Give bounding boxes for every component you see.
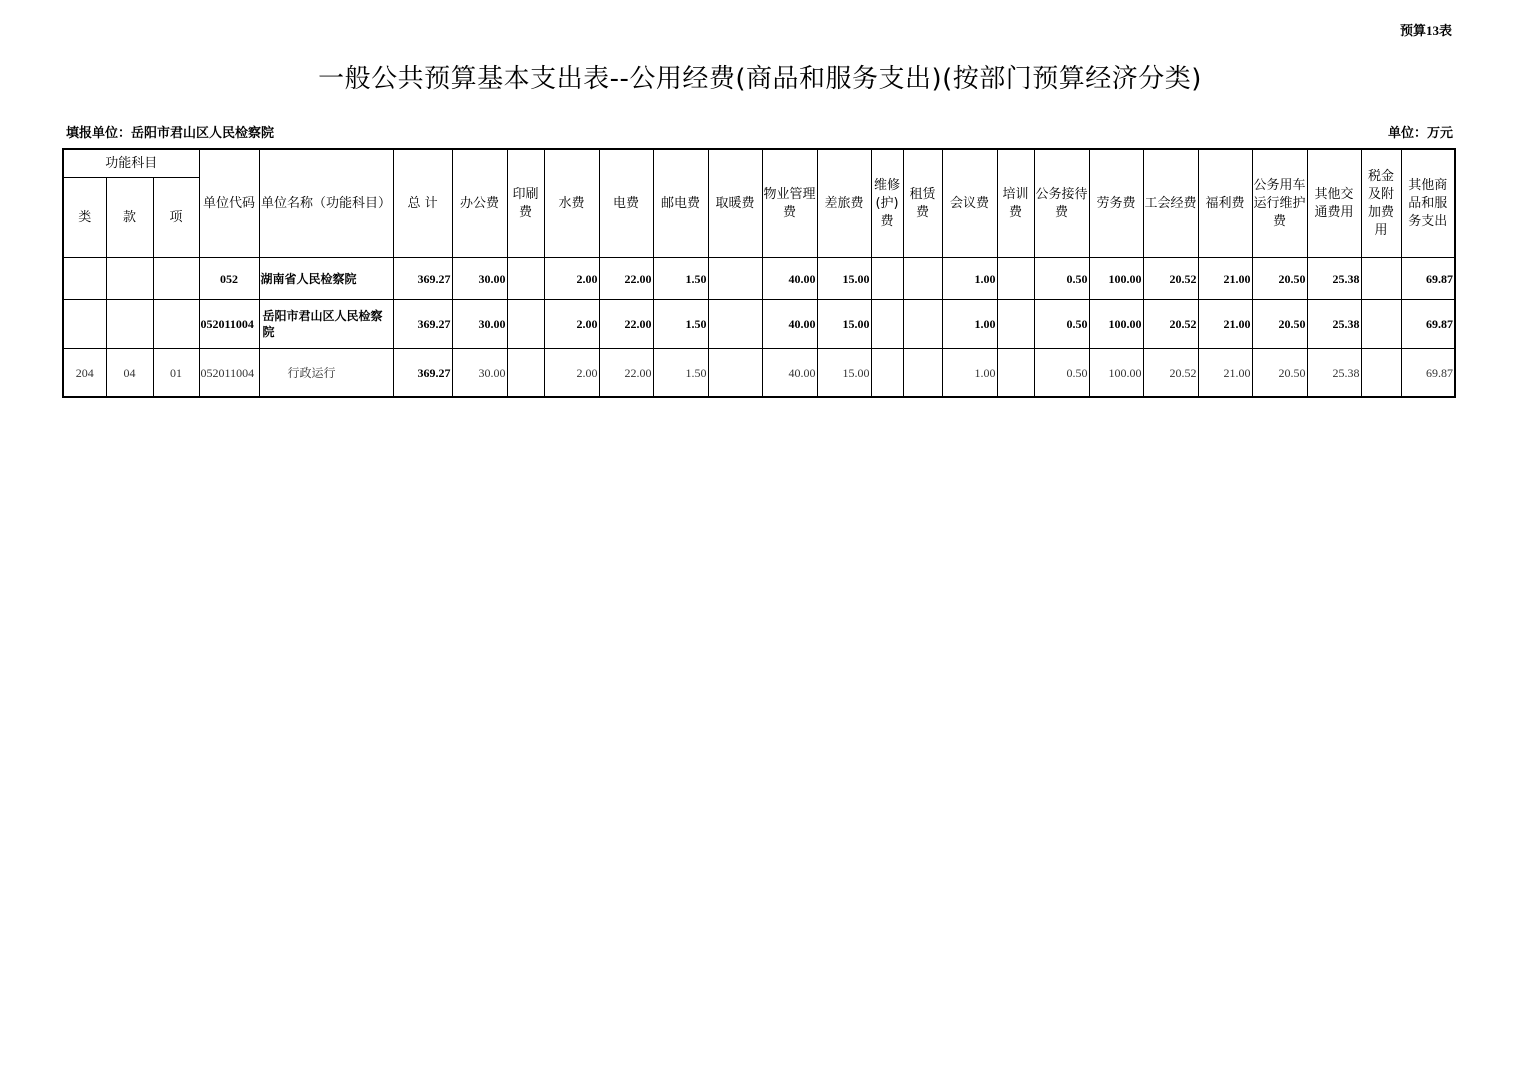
- cell-welfare: 21.00: [1198, 258, 1252, 300]
- header-unit-name: 单位名称（功能科目）: [259, 149, 393, 258]
- header-function-subject: 功能科目: [63, 149, 199, 178]
- cell-transport: 25.38: [1307, 349, 1361, 398]
- header-office: 办公费: [452, 149, 507, 258]
- cell-name: 岳阳市君山区人民检察院: [259, 300, 393, 349]
- cell-union: 20.52: [1143, 349, 1198, 398]
- cell-heat: [708, 300, 762, 349]
- header-print: 印刷费: [507, 149, 544, 258]
- header-power: 电费: [599, 149, 653, 258]
- header-water: 水费: [544, 149, 599, 258]
- cell-total: 369.27: [393, 258, 452, 300]
- cell-water: 2.00: [544, 258, 599, 300]
- header-kuan: 款: [106, 178, 153, 258]
- cell-other: 69.87: [1401, 349, 1455, 398]
- header-heat: 取暖费: [708, 149, 762, 258]
- header-meeting: 会议费: [942, 149, 997, 258]
- table-row: [63, 300, 1455, 349]
- cell-repair: [871, 349, 903, 398]
- cell-name: 湖南省人民检察院: [259, 258, 393, 300]
- cell-rent: [903, 258, 942, 300]
- cell-property: 40.00: [762, 258, 817, 300]
- cell-kuan: 04: [106, 349, 153, 398]
- cell-union: 20.52: [1143, 258, 1198, 300]
- cell-total: 369.27: [393, 349, 452, 398]
- cell-transport: 25.38: [1307, 258, 1361, 300]
- header-vehicle: 公务用车运行维护费: [1252, 149, 1307, 258]
- cell-print: [507, 349, 544, 398]
- cell-repair: [871, 300, 903, 349]
- cell-name: 行政运行: [259, 349, 393, 398]
- filling-unit: 填报单位：岳阳市君山区人民检察院: [66, 125, 275, 140]
- header-xiang: 项: [153, 178, 199, 258]
- cell-labor: 100.00: [1089, 258, 1143, 300]
- cell-welfare: 21.00: [1198, 349, 1252, 398]
- cell-code: 052: [199, 258, 259, 300]
- cell-post: 1.50: [653, 349, 708, 398]
- cell-repair: [871, 258, 903, 300]
- cell-travel: 15.00: [817, 258, 871, 300]
- header-post: 邮电费: [653, 149, 708, 258]
- header-property: 物业管理费: [762, 149, 817, 258]
- table-row: [63, 258, 1455, 300]
- cell-vehicle: 20.50: [1252, 349, 1307, 398]
- currency-unit: 单位：万元: [1387, 125, 1453, 140]
- cell-meeting: 1.00: [942, 258, 997, 300]
- cell-lei: [63, 258, 106, 300]
- cell-heat: [708, 258, 762, 300]
- cell-reception: 0.50: [1034, 300, 1089, 349]
- cell-training: [997, 258, 1034, 300]
- cell-property: 40.00: [762, 300, 817, 349]
- cell-tax: [1361, 300, 1401, 349]
- table-number: 预算13表: [1399, 23, 1452, 38]
- cell-rent: [903, 349, 942, 398]
- cell-power: 22.00: [599, 300, 653, 349]
- header-travel: 差旅费: [817, 149, 871, 258]
- header-training: 培训费: [997, 149, 1034, 258]
- header-lei: 类: [63, 178, 106, 258]
- cell-tax: [1361, 349, 1401, 398]
- cell-code: 052011004: [199, 349, 259, 398]
- cell-print: [507, 258, 544, 300]
- header-labor: 劳务费: [1089, 149, 1143, 258]
- cell-labor: 100.00: [1089, 300, 1143, 349]
- header-other: 其他商品和服务支出: [1401, 149, 1455, 258]
- cell-tax: [1361, 258, 1401, 300]
- cell-power: 22.00: [599, 349, 653, 398]
- header-transport: 其他交通费用: [1307, 149, 1361, 258]
- cell-other: 69.87: [1401, 258, 1455, 300]
- header-welfare: 福利费: [1198, 149, 1252, 258]
- cell-office: 30.00: [452, 258, 507, 300]
- header-rent: 租赁费: [903, 149, 942, 258]
- cell-reception: 0.50: [1034, 349, 1089, 398]
- header-tax: 税金及附加费用: [1361, 149, 1401, 258]
- cell-power: 22.00: [599, 258, 653, 300]
- cell-post: 1.50: [653, 258, 708, 300]
- header-union: 工会经费: [1143, 149, 1198, 258]
- cell-post: 1.50: [653, 300, 708, 349]
- cell-reception: 0.50: [1034, 258, 1089, 300]
- cell-other: 69.87: [1401, 300, 1455, 349]
- cell-office: 30.00: [452, 300, 507, 349]
- cell-meeting: 1.00: [942, 300, 997, 349]
- cell-xiang: 01: [153, 349, 199, 398]
- page-title: 一般公共预算基本支出表--公用经费(商品和服务支出)(按部门预算经济分类): [318, 64, 1202, 94]
- header-unit-code: 单位代码: [199, 149, 259, 258]
- cell-xiang: [153, 258, 199, 300]
- cell-kuan: [106, 258, 153, 300]
- cell-total: 369.27: [393, 300, 452, 349]
- cell-water: 2.00: [544, 349, 599, 398]
- cell-water: 2.00: [544, 300, 599, 349]
- header-repair: 维修(护)费: [871, 149, 903, 258]
- cell-vehicle: 20.50: [1252, 258, 1307, 300]
- cell-print: [507, 300, 544, 349]
- expenditure-table: [62, 148, 1456, 398]
- cell-travel: 15.00: [817, 349, 871, 398]
- table-row: [63, 349, 1455, 398]
- cell-meeting: 1.00: [942, 349, 997, 398]
- cell-lei: 204: [63, 349, 106, 398]
- cell-office: 30.00: [452, 349, 507, 398]
- cell-lei: [63, 300, 106, 349]
- cell-travel: 15.00: [817, 300, 871, 349]
- cell-kuan: [106, 300, 153, 349]
- cell-transport: 25.38: [1307, 300, 1361, 349]
- cell-training: [997, 300, 1034, 349]
- header-reception: 公务接待费: [1034, 149, 1089, 258]
- cell-heat: [708, 349, 762, 398]
- cell-welfare: 21.00: [1198, 300, 1252, 349]
- cell-rent: [903, 300, 942, 349]
- cell-code: 052011004: [199, 300, 259, 349]
- cell-union: 20.52: [1143, 300, 1198, 349]
- cell-training: [997, 349, 1034, 398]
- cell-property: 40.00: [762, 349, 817, 398]
- cell-vehicle: 20.50: [1252, 300, 1307, 349]
- header-total: 总 计: [393, 149, 452, 258]
- cell-xiang: [153, 300, 199, 349]
- cell-labor: 100.00: [1089, 349, 1143, 398]
